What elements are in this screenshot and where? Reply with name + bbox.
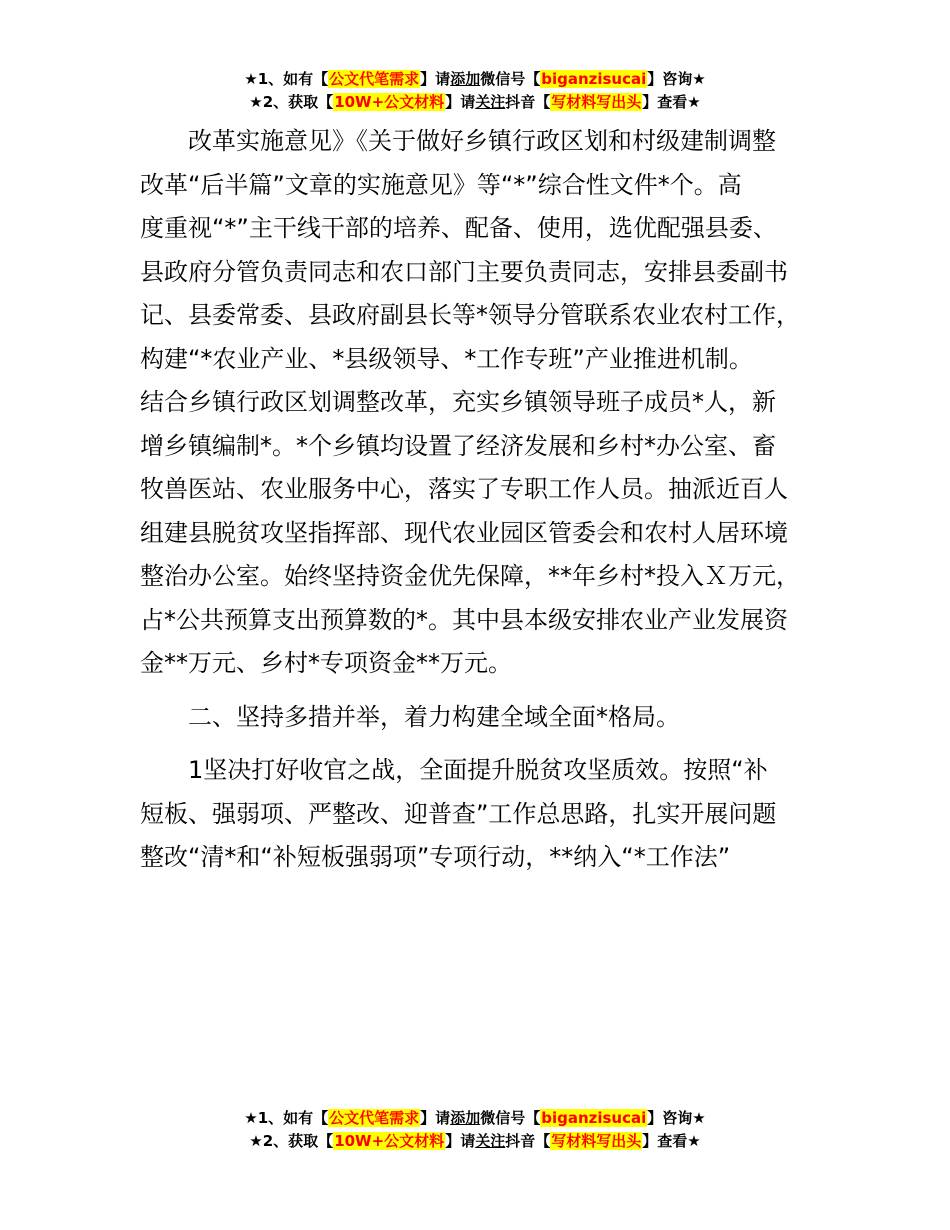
text-line: 整改“清*和“补短板强弱项”专项行动，**纳入“*工作法”: [140, 843, 731, 871]
banner-underlined-text: 关注: [475, 93, 506, 111]
banner-text: 】查看★: [642, 93, 701, 111]
banner-text: 】咨询★: [647, 70, 706, 88]
text-line: 金**万元、乡村*专项资金**万元。: [140, 649, 512, 677]
banner-text: ★2、获取【: [249, 93, 334, 111]
text-line: 增乡镇编制*。*个乡镇均设置了经济发展和乡村*办公室、畜: [140, 431, 776, 460]
banner-line-1: [0, 1107, 950, 1130]
text-line: 构建“*农业产业、*县级领导、*工作专班”产业推进机制。: [140, 344, 753, 373]
banner-highlight: biganzisucai: [541, 1109, 647, 1127]
footer-banner: [0, 1107, 950, 1153]
paragraph-3: [140, 749, 840, 880]
banner-text: 微信号【: [480, 1109, 541, 1127]
text-line: 记、县委常委、县政府副县长等*领导分管联系农业农村工作，: [140, 301, 800, 329]
text-line: 1坚决打好收官之战，全面提升脱贫攻坚质效。按照“补: [188, 756, 768, 784]
text-line: 度重视“*”主干线干部的培养、配备、使用，选优配强县委、: [140, 214, 777, 242]
banner-highlight: biganzisucai: [541, 70, 647, 88]
banner-line-2: [0, 91, 950, 114]
banner-line-1: [0, 68, 950, 91]
banner-text: 】请: [445, 93, 476, 111]
text-line: 整治办公室。始终坚持资金优先保障，**年乡村*投入Ｘ万元，: [140, 562, 800, 590]
banner-underlined-text: 添加: [450, 70, 481, 88]
text-line: 改革实施意见》《关于做好乡镇行政区划和村级建制调整: [188, 127, 776, 155]
text-line: 改革“后半篇”文章的实施意见》等“*”综合性文件*个。高: [140, 170, 742, 199]
document-body: [140, 120, 840, 880]
text-line: 牧兽医站、农业服务中心，落实了专职工作人员。抽派近百人: [140, 475, 788, 503]
banner-highlight: 10W+公文材料: [334, 1132, 445, 1150]
text-line: 县政府分管负责同志和农口部门主要负责同志，安排县委副书: [140, 257, 788, 286]
banner-underlined-text: 关注: [475, 1132, 506, 1150]
banner-text: ★2、获取【: [249, 1132, 334, 1150]
banner-text: 】查看★: [642, 1132, 701, 1150]
banner-text: 抖音【: [505, 1132, 551, 1150]
header-banner: [0, 68, 950, 114]
text-line: 占*公共预算支出预算数的*。其中县本级安排农业产业发展资: [140, 605, 788, 634]
text-line: 结合乡镇行政区划调整改革，充实乡镇领导班子成员*人，新: [140, 388, 776, 416]
banner-highlight: 写材料写出头: [551, 93, 642, 111]
section-heading-2: [140, 696, 840, 740]
paragraph-1: [140, 120, 840, 686]
banner-text: ★1、如有【: [244, 1109, 329, 1127]
banner-text: 微信号【: [480, 70, 541, 88]
banner-highlight: 公文代笔需求: [329, 1109, 420, 1127]
banner-text: 】请: [445, 1132, 476, 1150]
text-line: 组建县脱贫攻坚指挥部、现代农业园区管委会和农村人居环境: [140, 518, 788, 547]
banner-highlight: 写材料写出头: [551, 1132, 642, 1150]
banner-highlight: 公文代笔需求: [329, 70, 420, 88]
text-line: 短板、强弱项、严整改、迎普查”工作总思路，扎实开展问题: [140, 799, 777, 828]
banner-text: ★1、如有【: [244, 70, 329, 88]
banner-highlight: 10W+公文材料: [334, 93, 445, 111]
heading-line: 二、坚持多措并举，着力构建全域全面*格局。: [188, 702, 680, 731]
banner-text: 抖音【: [505, 93, 551, 111]
banner-underlined-text: 添加: [450, 1109, 481, 1127]
banner-line-2: [0, 1130, 950, 1153]
banner-text: 】咨询★: [647, 1109, 706, 1127]
banner-text: 】请: [420, 70, 451, 88]
banner-text: 】请: [420, 1109, 451, 1127]
